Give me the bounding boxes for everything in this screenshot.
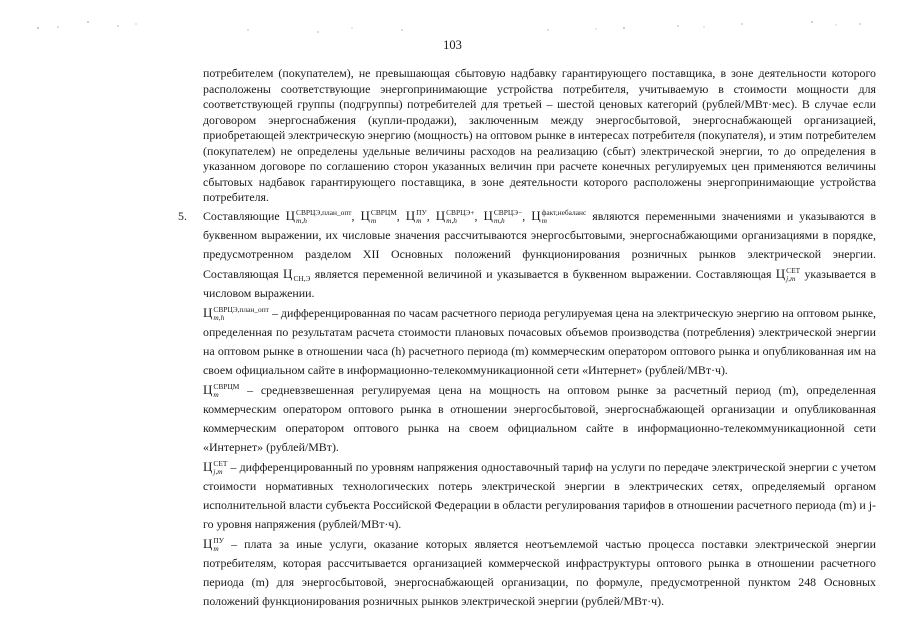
definition-text: – дифференцированная по часам расчетного периода регулируемая цена на электрическую энергию на оптовом рынке, определенная по результатам расчета стоимости плановых почасовых объемов производства (потребления) электрической энергии на оптовом рынке в отношении часа (h) расчетного периода (m) коммерческим оператором оптового рынка и опубликованная им на своем официальном сайте в информационно-телекоммуникационной сети «Интернет» (рублей/МВт·ч). <box>203 305 876 377</box>
definition-paragraph <box>203 534 876 611</box>
formula-symbol: Ц СН,Э <box>283 265 311 283</box>
list-item-5 <box>178 206 877 303</box>
item-5-lead: Составляющие <box>203 208 280 223</box>
formula-symbol: Ц ПУ m <box>405 207 427 225</box>
formula-symbol: Ц СВРЦЭ,план_опт m,h <box>203 304 269 322</box>
formula-symbol: Ц СЕТ j,m <box>775 265 801 283</box>
formula-symbol: Ц факт,небаланс m <box>531 207 587 225</box>
definition-paragraph <box>203 303 876 380</box>
definition-text: – средневзвешенная регулируемая цена на мощность на оптовом рынке за расчетный период (m), определенная коммерческим оператором оптового рынка в отношении энергосбытовой, энергоснабжающей организации и опубликованная коммерческим оператором оптового рынка на своем официальном сайте в информационно-телекоммуникационной сети «Интернет» (рублей/МВт). <box>203 382 876 454</box>
formula-symbol: Ц СВРЦМ m <box>203 381 240 399</box>
item-5-text-3: указывается в числовом выражении. <box>203 266 877 300</box>
item-number: 5. <box>178 208 187 223</box>
definition-text: – плата за иные услуги, оказание которых является неотъемлемой частью процесса поставки электрической энергии потребителям, которая рассчитывается организацией коммерческой инфраструктуры оптового рынка в отношении расчетного периода (m) для энергосбытовой, энергоснабжающей организации, по формуле, предусмотренной пунктом 248 Основных положений функционирования розничных рынков электрической энергии (рублей/МВт·ч). <box>203 536 876 608</box>
scan-artifacts <box>0 0 905 40</box>
formula-symbol: Ц СВРЦМ m <box>360 207 397 225</box>
formula-symbol: Ц СВРЦЭ+ m,h <box>435 207 475 225</box>
item-5-paragraph: Составляющие Ц СВРЦЭ,план_опт m,h , Ц СВРЦМ m , Ц ПУ m , Ц СВРЦЭ+ m,h , Ц СВРЦЭ− m,h , Ц факт,небаланс m являются переменными значениями и указываются в буквенном выражении, их числовые значения рассчитываются энергосбытовыми, энергоснабжающими организациями в порядке, предусмотренном разделом XII Основных положений функционирования розничных рынков электрической энергии. Составляющая Ц СН,Э является переменной величиной и указывается в буквенном выражении. Составляющая Ц СЕТ j,m указывается в числовом выражении. <box>203 207 877 300</box>
formula-symbol: Ц СВРЦЭ− m,h <box>483 207 523 225</box>
definition-paragraph <box>203 457 876 534</box>
definition-paragraph <box>203 380 876 457</box>
definition-text: – дифференцированный по уровням напряжения одноставочный тариф на услуги по передаче электрической энергии с учетом стоимости нормативных технологических потерь электрической энергии в электрических сетях, определяемый органом исполнительной власти субъекта Российской Федерации в области регулирования тарифов в отношении расчетного периода (m) и j-го уровня напряжения (рублей/МВт·ч). <box>203 459 876 531</box>
page-number: 103 <box>443 38 462 52</box>
formula-symbol: Ц СЕТ j,m <box>203 458 228 476</box>
formula-symbol: Ц ПУ m <box>203 535 224 553</box>
continuation-paragraph: потребителем (покупателем), не превышающая сбытовую надбавку гарантирующего поставщика, в зоне деятельности которого расположены соответствующие энергопринимающие устройства потребителя, учитываемую в стоимости мощности для соответствующей группы (подгруппы) потребителей для третьей – шестой ценовых категорий (рублей/МВт·мес). В случае если договором энергоснабжения (купли-продажи), заключенным между энергосбытовой, энергоснабжающей организацией, приобретающей электрическую энергию (мощность) на оптовом рынке в интересах потребителя (покупателя), и этим потребителем (покупателем) не определены удельные величины расходов на реализацию (сбыт) электрической энергии, то до определения в указанном договоре по соглашению сторон указанных величин при расчете конечных регулируемых цен применяются величины сбытовых надбавок гарантирующего поставщика, в зоне деятельности которого расположены энергопринимающие устройства потребителя. <box>203 66 876 204</box>
item-5-text-2: является переменной величиной и указывается в буквенном выражении. Составляющая <box>314 266 772 281</box>
formula-symbol: Ц СВРЦЭ,план_опт m,h <box>285 207 352 225</box>
document-body <box>178 66 877 611</box>
item-5-text: являются переменными значениями и указываются в буквенном выражении, их числовые значения рассчитываются энергосбытовыми, энергоснабжающими организациями в порядке, предусмотренном разделом XII Основных положений функционирования розничных рынков электрической энергии. Составляющая <box>203 208 876 281</box>
